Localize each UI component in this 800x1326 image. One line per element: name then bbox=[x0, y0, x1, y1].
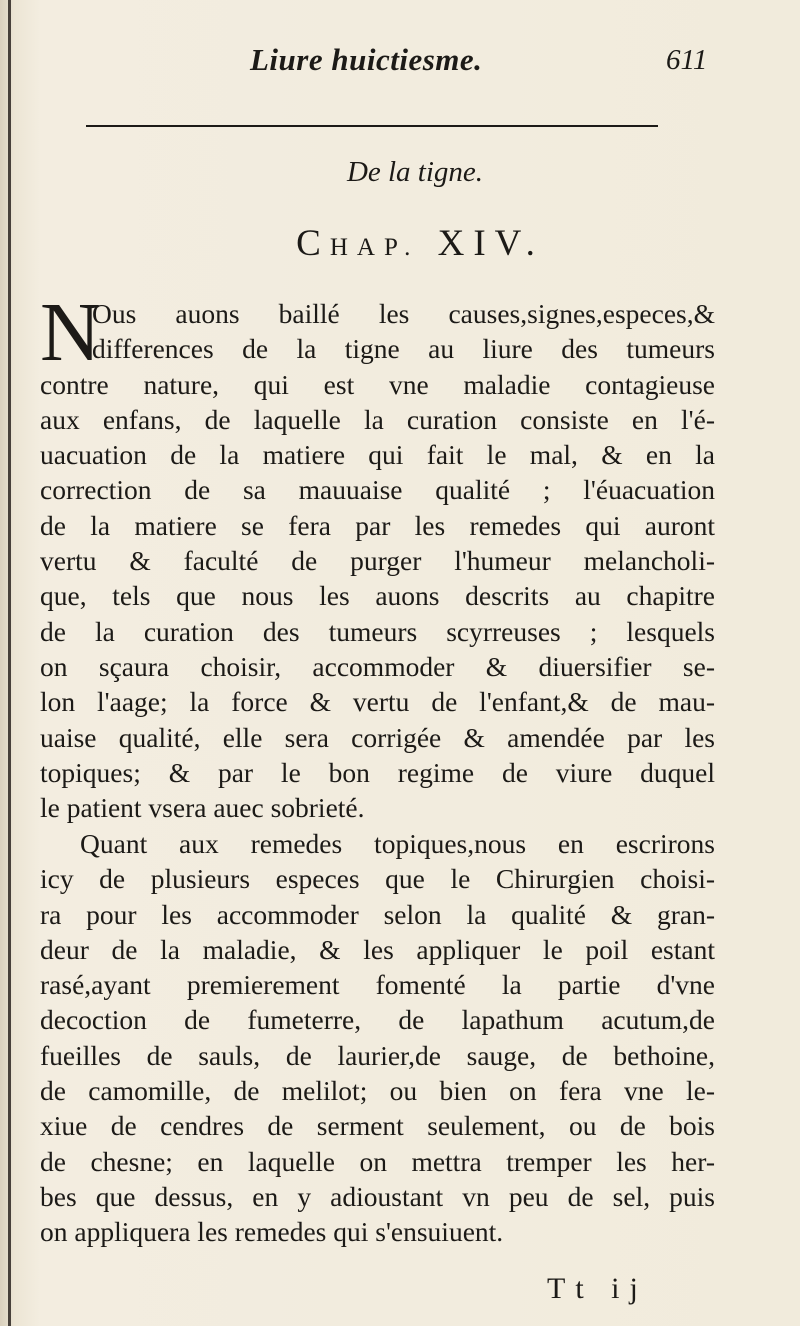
section-title: De la tigne. bbox=[346, 156, 484, 188]
text-line: rasé,ayant premierement fomenté la partie d'vne bbox=[40, 969, 715, 1001]
chapter-number: XIV. bbox=[437, 223, 544, 264]
text-line: bes que dessus, en y adioustant vn peu de sel, puis bbox=[40, 1180, 715, 1212]
text-line: fueilles de sauls, de laurier,de sauge, de bethoine, bbox=[40, 1039, 715, 1071]
text-line: icy de plusieurs especes que le Chirurgien choisi- bbox=[40, 863, 715, 895]
drop-cap: N bbox=[40, 286, 101, 379]
text-line: que, tels que nous les auons descrits au chapitre bbox=[40, 580, 715, 612]
text-line: aux enfans, de laquelle la curation consiste en l'é- bbox=[40, 403, 715, 435]
text-line: de camomille, de melilot; ou bien on fera vne le- bbox=[40, 1075, 715, 1107]
text-line: vertu & faculté de purger l'humeur melancholi- bbox=[40, 545, 715, 577]
page-number: 611 bbox=[666, 44, 708, 76]
text-line: decoction de fumeterre, de lapathum acutum,de bbox=[40, 1004, 715, 1036]
text-line: de la matiere se fera par les remedes qui auront bbox=[40, 509, 715, 541]
text-line: on appliquera les remedes qui s'ensuiuent. bbox=[40, 1216, 504, 1248]
text-line: differences de la tigne au liure des tumeurs bbox=[92, 333, 715, 365]
chapter-initial: C bbox=[296, 223, 330, 264]
text-line: topiques; & par le bon regime de viure duquel bbox=[40, 756, 715, 788]
text-line: de chesne; en laquelle on mettra tremper les her- bbox=[40, 1145, 715, 1177]
text-line: deur de la maladie, & les appliquer le poil estant bbox=[40, 933, 715, 965]
running-head: Liure huictiesme. bbox=[250, 42, 483, 77]
text-line: uacuation de la matiere qui fait le mal, & en la bbox=[40, 439, 715, 471]
text-line: Ous auons baillé les causes,signes,especes,& bbox=[92, 298, 715, 329]
page-gutter-edge bbox=[8, 0, 11, 1326]
signature-mark: Tt ij bbox=[547, 1272, 648, 1305]
text-line: correction de sa mauuaise qualité ; l'éuacuation bbox=[40, 474, 715, 506]
text-line: lon l'aage; la force & vertu de l'enfant,& de mau- bbox=[40, 686, 715, 718]
text-line: uaise qualité, elle sera corrigée & amendée par les bbox=[40, 721, 715, 753]
text-line: de la curation des tumeurs scyrreuses ; lesquels bbox=[40, 615, 715, 647]
text-line: xiue de cendres de serment seulement, ou de bois bbox=[40, 1110, 715, 1142]
text-line: Quant aux remedes topiques,nous en escrirons bbox=[80, 828, 715, 859]
text-line: le patient vsera auec sobrieté. bbox=[40, 792, 365, 824]
text-line: on sçaura choisir, accommoder & diuersifier se- bbox=[40, 650, 715, 682]
paragraph-2 bbox=[40, 826, 715, 1250]
page-header bbox=[0, 42, 800, 86]
paragraph-1 bbox=[40, 286, 715, 825]
text-line: contre nature, qui est vne maladie contagieuse bbox=[40, 368, 715, 400]
chapter-prefix: HAP. bbox=[329, 234, 420, 261]
text-line: ra pour les accommoder selon la qualité & gran- bbox=[40, 898, 715, 930]
header-rule bbox=[86, 125, 658, 127]
chapter-heading bbox=[0, 222, 800, 265]
